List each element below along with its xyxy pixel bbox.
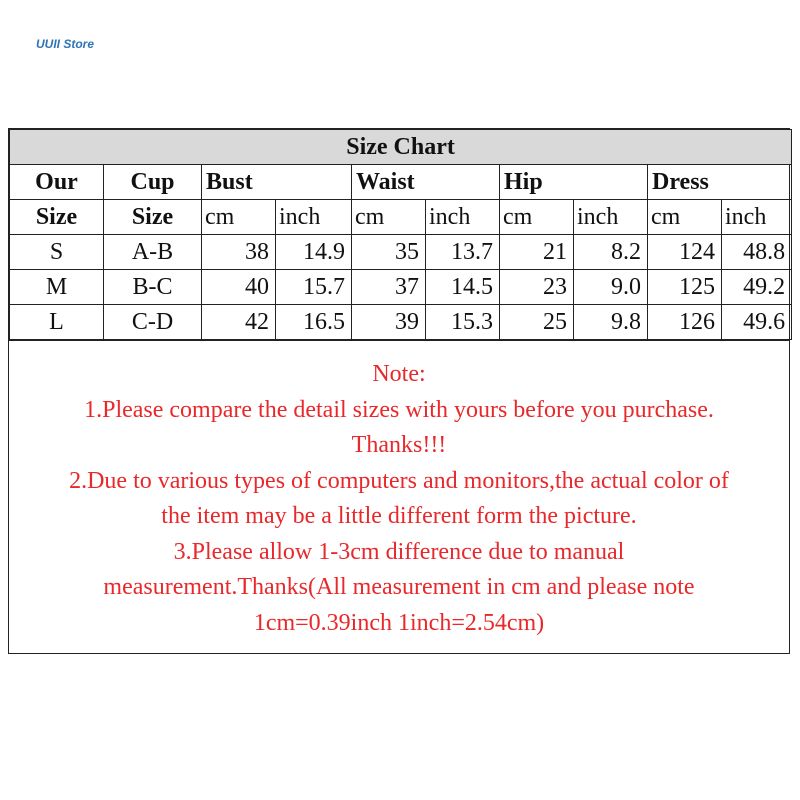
our-size-header-line1: Our [10,165,104,200]
value-cell: 37 [352,270,426,305]
value-cell: 49.6 [722,305,792,340]
waist-header: Waist [352,165,500,200]
unit-cell: inch [276,200,352,235]
value-cell: 25 [500,305,574,340]
value-cell: 21 [500,235,574,270]
title-row [10,130,792,165]
note-heading: Note: [372,361,426,387]
value-cell: 9.8 [574,305,648,340]
value-cell: 42 [202,305,276,340]
unit-cell: cm [352,200,426,235]
value-cell: 126 [648,305,722,340]
group-header-row [10,165,792,200]
value-cell: 15.7 [276,270,352,305]
value-cell: 8.2 [574,235,648,270]
notes-block [9,340,789,653]
value-cell: 14.5 [426,270,500,305]
table-row [10,305,792,340]
hip-header: Hip [500,165,648,200]
store-label: UUII Store [36,37,95,51]
unit-cell: cm [500,200,574,235]
size-chart-sheet [8,128,790,654]
value-cell: 40 [202,270,276,305]
our-size-header-line2: Size [10,200,104,235]
value-cell: 14.9 [276,235,352,270]
size-chart-table [9,129,792,340]
dress-header: Dress [648,165,792,200]
note-line: 1.Please compare the detail sizes with yours before you purchase. [84,396,714,423]
cup-size-header-line1: Cup [104,165,202,200]
note-line: 3.Please allow 1-3cm difference due to manual [173,538,625,565]
value-cell: 13.7 [426,235,500,270]
size-cell: L [10,305,104,340]
cup-cell: A-B [104,235,202,270]
unit-cell: inch [722,200,792,235]
value-cell: 15.3 [426,305,500,340]
value-cell: 35 [352,235,426,270]
unit-header-row [10,200,792,235]
note-line: Thanks!!! [351,432,447,458]
value-cell: 48.8 [722,235,792,270]
table-row [10,270,792,305]
value-cell: 49.2 [722,270,792,305]
note-line: 2.Due to various types of computers and monitors,the actual color of [69,467,729,494]
bust-header: Bust [202,165,352,200]
note-line: the item may be a little different form the picture. [161,503,637,529]
value-cell: 125 [648,270,722,305]
note-line: 1cm=0.39inch 1inch=2.54cm) [253,609,545,636]
table-row [10,235,792,270]
size-cell: M [10,270,104,305]
cup-cell: B-C [104,270,202,305]
value-cell: 16.5 [276,305,352,340]
value-cell: 9.0 [574,270,648,305]
value-cell: 38 [202,235,276,270]
unit-cell: cm [648,200,722,235]
value-cell: 39 [352,305,426,340]
size-cell: S [10,235,104,270]
note-line: measurement.Thanks(All measurement in cm and please note [103,574,695,600]
unit-cell: inch [426,200,500,235]
unit-cell: cm [202,200,276,235]
value-cell: 124 [648,235,722,270]
table-title: Size Chart [10,130,792,165]
cup-cell: C-D [104,305,202,340]
unit-cell: inch [574,200,648,235]
cup-size-header-line2: Size [104,200,202,235]
value-cell: 23 [500,270,574,305]
